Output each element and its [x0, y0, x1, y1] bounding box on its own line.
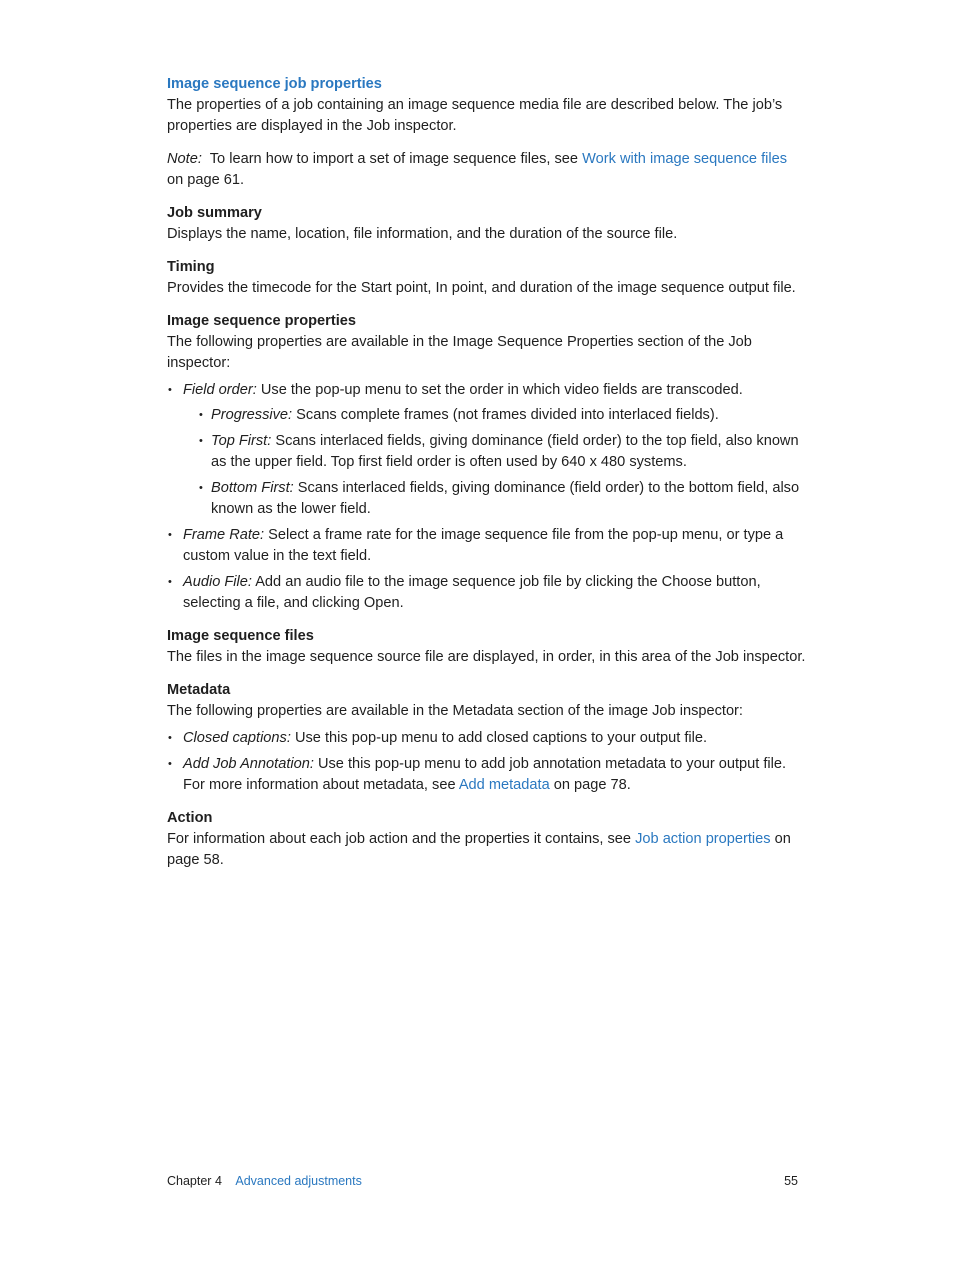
page-content — [167, 74, 807, 871]
section-intro: The properties of a job containing an image sequence media file are described below. The job’s properties are displayed in the Job inspector. — [167, 97, 783, 134]
footer-chapter-title-link[interactable]: Advanced adjustments — [235, 1174, 362, 1188]
desc-field-order: Use the pop-up menu to set the order in which video fields are transcoded. — [260, 382, 743, 398]
term-closed-captions: Closed captions: — [183, 730, 291, 746]
footer-chapter: Chapter 4 — [167, 1174, 222, 1188]
desc-top-first: Scans interlaced fields, giving dominance (field order) to the top field, also known as the upper field. Top first field order is often used by 640 x 480 systems. — [211, 433, 799, 470]
list-item-add-job-annotation — [167, 754, 807, 796]
heading-action: Action — [167, 810, 213, 826]
text-image-sequence-properties: The following properties are available in the Image Sequence Properties section of the Job inspector: — [167, 334, 752, 371]
note-label: Note: — [167, 151, 202, 167]
desc-bottom-first: Scans interlaced fields, giving dominance (field order) to the bottom field, also known as the lower field. — [211, 480, 800, 517]
desc-progressive: Scans complete frames (not frames divided into interlaced fields). — [296, 407, 719, 423]
text-action-paragraph — [167, 829, 807, 871]
text-image-sequence-files: The files in the image sequence source file are displayed, in order, in this area of the Job inspector. — [167, 649, 806, 665]
list-item-top-first — [198, 431, 807, 473]
text-metadata: The following properties are available in the Metadata section of the image Job inspector: — [167, 703, 743, 719]
list-item-audio-file — [167, 572, 807, 614]
desc-add-job-annotation: Use this pop-up menu to add job annotation metadata to your output file. For more information about metadata, see — [183, 756, 787, 793]
list-item-frame-rate — [167, 525, 807, 567]
field-order-options-list — [183, 405, 807, 520]
note-paragraph — [167, 149, 807, 191]
note-suffix: on page 61. — [167, 172, 245, 188]
text-job-summary: Displays the name, location, file information, and the duration of the source file. — [167, 226, 678, 242]
note-text: To learn how to import a set of image sequence files, see — [209, 151, 579, 167]
text-action: For information about each job action and the properties it contains, see — [167, 831, 632, 847]
term-bottom-first: Bottom First: — [211, 480, 294, 496]
metadata-list — [167, 728, 807, 796]
suffix-action: on page 58. — [167, 831, 791, 868]
heading-metadata: Metadata — [167, 682, 231, 698]
desc-frame-rate: Select a frame rate for the image sequence file from the pop-up menu, or type a custom value in the text field. — [183, 527, 784, 564]
heading-image-sequence-files: Image sequence files — [167, 628, 314, 644]
footer-page-number: 55 — [784, 1174, 798, 1188]
term-progressive: Progressive: — [211, 407, 293, 423]
link-add-metadata[interactable]: Add metadata — [458, 777, 550, 793]
text-timing: Provides the timecode for the Start point, In point, and duration of the image sequence output file. — [167, 280, 796, 296]
heading-image-sequence-properties: Image sequence properties — [167, 313, 356, 329]
link-work-with-image-sequence-files[interactable]: Work with image sequence files — [582, 151, 788, 167]
heading-timing: Timing — [167, 259, 215, 275]
heading-job-summary: Job summary — [167, 205, 262, 221]
image-sequence-properties-list — [167, 380, 807, 614]
list-item-bottom-first — [198, 478, 807, 520]
page-footer — [167, 1172, 798, 1190]
desc-closed-captions: Use this pop-up menu to add closed captions to your output file. — [294, 730, 708, 746]
list-item-progressive — [198, 405, 807, 426]
term-frame-rate: Frame Rate: — [183, 527, 265, 543]
term-field-order: Field order: — [183, 382, 257, 398]
term-add-job-annotation: Add Job Annotation: — [183, 756, 314, 772]
term-top-first: Top First: — [211, 433, 272, 449]
section-title: Image sequence job properties — [167, 76, 382, 92]
desc-audio-file: Add an audio file to the image sequence job file by clicking the Choose button, selecting a file, and clicking Open. — [183, 574, 761, 611]
list-item-closed-captions — [167, 728, 807, 749]
suffix-add-job-annotation: on page 78. — [553, 777, 631, 793]
list-item-field-order — [167, 380, 807, 520]
term-audio-file: Audio File: — [183, 574, 252, 590]
link-job-action-properties[interactable]: Job action properties — [635, 831, 771, 847]
